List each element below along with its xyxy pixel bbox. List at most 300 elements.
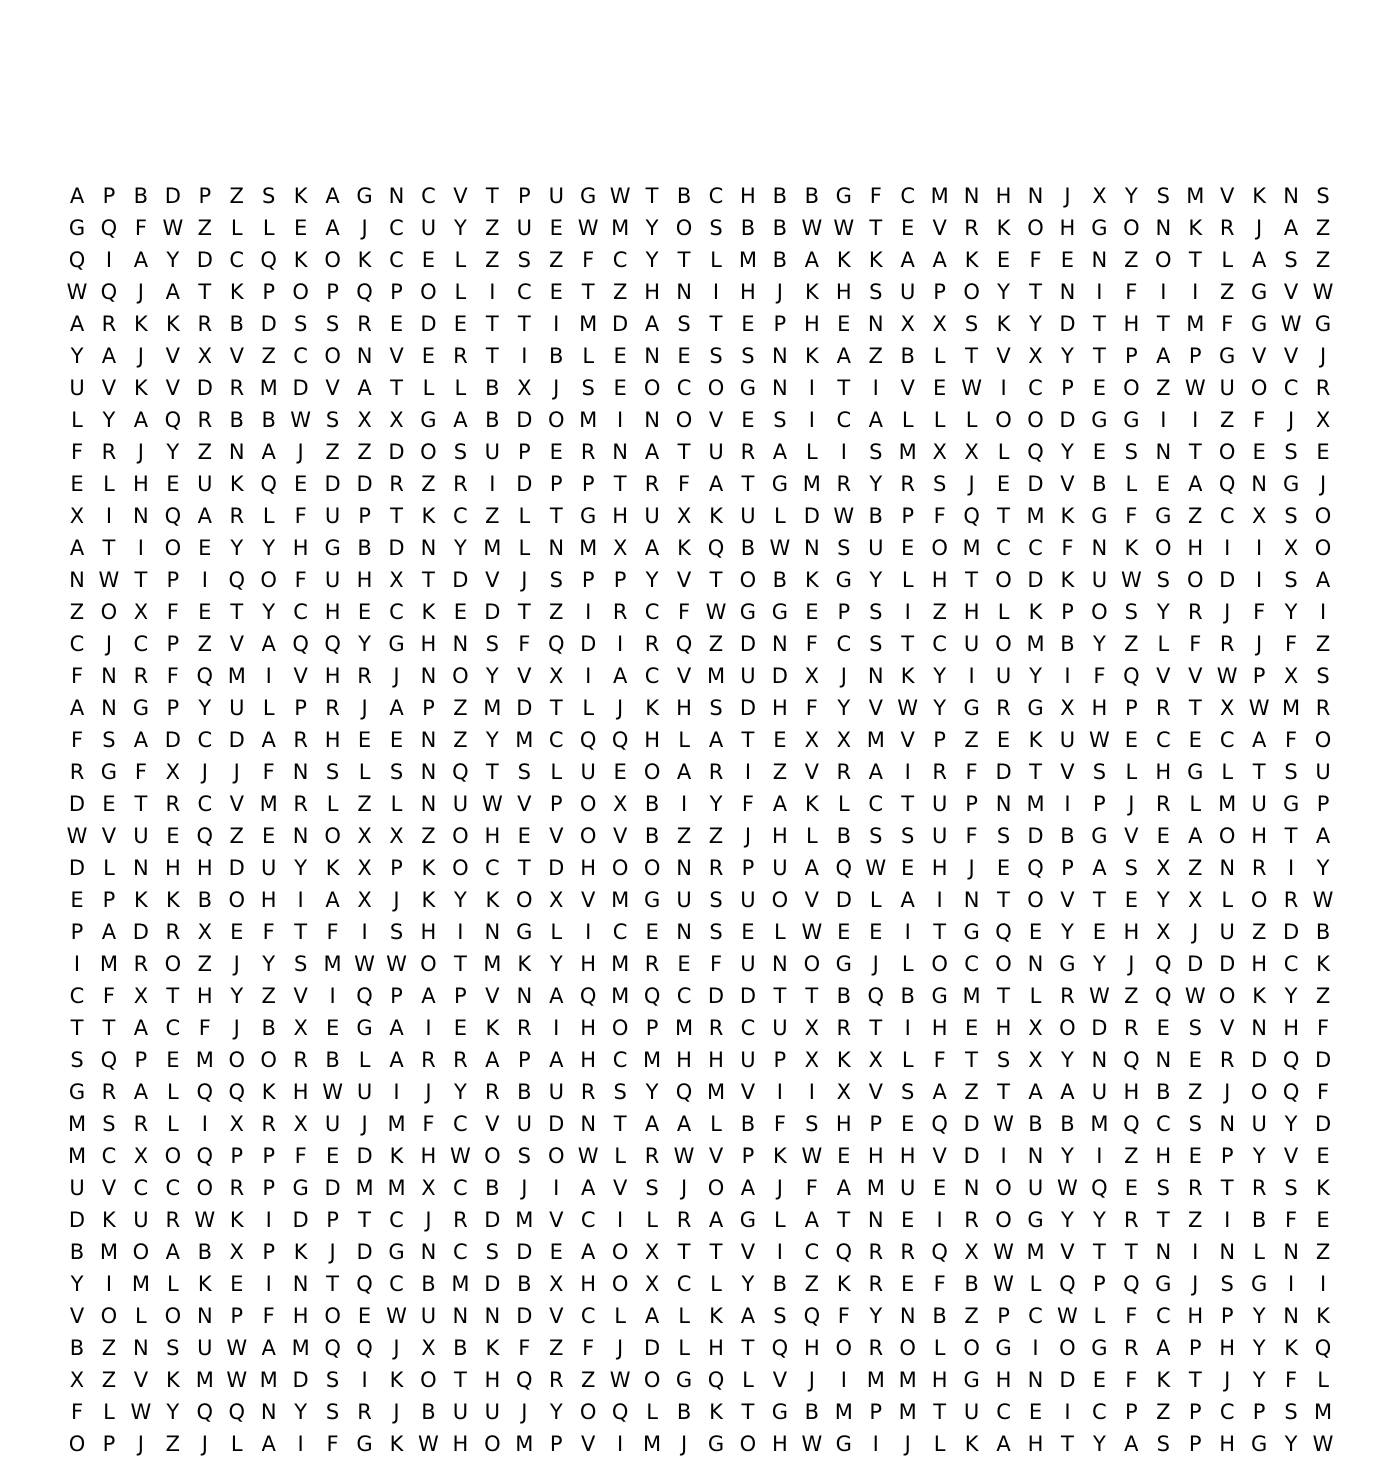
letter-cell[interactable]: I (265, 1272, 272, 1296)
letter-cell[interactable]: D (1314, 1112, 1332, 1136)
letter-cell[interactable]: M (579, 536, 598, 560)
letter-cell[interactable]: E (389, 312, 404, 336)
letter-cell[interactable]: K (197, 1272, 212, 1296)
letter-cell[interactable]: Q (931, 1240, 948, 1264)
letter-cell[interactable]: T (901, 632, 915, 656)
letter-cell[interactable]: I (489, 280, 496, 304)
letter-cell[interactable]: K (421, 504, 436, 528)
letter-cell[interactable]: V (293, 984, 308, 1008)
letter-cell[interactable]: E (70, 888, 84, 912)
letter-cell[interactable]: J (521, 1400, 528, 1424)
letter-cell[interactable]: Q (1314, 1336, 1332, 1360)
letter-cell[interactable]: L (262, 216, 275, 240)
letter-cell[interactable]: C (1028, 376, 1043, 400)
letter-cell[interactable]: M (611, 984, 630, 1008)
letter-cell[interactable]: X (389, 568, 404, 592)
letter-cell[interactable]: Z (1315, 1240, 1331, 1264)
letter-cell[interactable]: N (228, 440, 245, 464)
letter-cell[interactable]: S (709, 344, 723, 368)
letter-cell[interactable]: V (517, 792, 532, 816)
letter-cell[interactable]: W (386, 1304, 407, 1328)
letter-cell[interactable]: K (677, 536, 691, 560)
letter-cell[interactable]: M (195, 1368, 214, 1392)
letter-cell[interactable]: B (740, 216, 756, 240)
letter-cell[interactable]: O (739, 568, 757, 592)
letter-cell[interactable]: T (581, 280, 595, 304)
letter-cell[interactable]: M (99, 1240, 118, 1264)
letter-cell[interactable]: Z (1251, 920, 1267, 944)
letter-cell[interactable]: J (233, 760, 240, 784)
letter-cell[interactable]: M (483, 952, 502, 976)
letter-cell[interactable]: C (996, 1400, 1011, 1424)
letter-cell[interactable]: P (901, 504, 915, 528)
letter-cell[interactable]: Y (358, 632, 371, 656)
letter-cell[interactable]: P (869, 1112, 883, 1136)
letter-cell[interactable]: E (166, 472, 180, 496)
letter-cell[interactable]: A (133, 728, 149, 752)
letter-cell[interactable]: R (485, 1080, 500, 1104)
letter-cell[interactable]: P (549, 472, 563, 496)
letter-cell[interactable]: D (516, 472, 533, 496)
letter-cell[interactable]: X (932, 312, 947, 336)
letter-cell[interactable]: V (165, 344, 181, 368)
letter-cell[interactable]: F (1253, 408, 1266, 432)
letter-cell[interactable]: I (1287, 1272, 1295, 1296)
letter-cell[interactable]: B (229, 312, 244, 336)
letter-cell[interactable]: T (677, 1240, 691, 1264)
letter-cell[interactable]: K (1284, 1336, 1298, 1360)
letter-cell[interactable]: A (804, 1208, 820, 1232)
letter-cell[interactable]: T (677, 440, 691, 464)
letter-cell[interactable]: V (1283, 280, 1299, 304)
letter-cell[interactable]: O (228, 888, 246, 912)
letter-cell[interactable]: A (932, 1080, 947, 1104)
letter-cell[interactable]: Q (196, 1144, 214, 1168)
letter-cell[interactable]: L (166, 1112, 179, 1136)
letter-cell[interactable]: Q (260, 472, 277, 496)
letter-cell[interactable]: H (1059, 216, 1076, 240)
letter-cell[interactable]: R (644, 472, 660, 496)
letter-cell[interactable]: K (836, 1048, 851, 1072)
letter-cell[interactable]: S (1220, 1272, 1234, 1296)
letter-cell[interactable]: E (453, 600, 468, 624)
letter-cell[interactable]: S (996, 1048, 1011, 1072)
letter-cell[interactable]: T (1156, 312, 1170, 336)
letter-cell[interactable]: O (324, 248, 341, 272)
letter-cell[interactable]: W (1312, 280, 1334, 304)
letter-cell[interactable]: T (1092, 888, 1106, 912)
letter-cell[interactable]: O (516, 888, 533, 912)
letter-cell[interactable]: L (710, 1272, 722, 1296)
letter-cell[interactable]: D (68, 1208, 86, 1232)
letter-cell[interactable]: J (1319, 472, 1327, 496)
letter-cell[interactable]: I (1160, 408, 1167, 432)
letter-cell[interactable]: M (1026, 632, 1045, 656)
letter-cell[interactable]: X (1028, 1048, 1043, 1072)
letter-cell[interactable]: S (709, 696, 723, 720)
letter-cell[interactable]: U (133, 824, 149, 848)
letter-cell[interactable]: D (580, 632, 597, 656)
letter-cell[interactable]: V (932, 1144, 947, 1168)
letter-cell[interactable]: Q (100, 280, 118, 304)
letter-cell[interactable]: Z (421, 472, 436, 496)
letter-cell[interactable]: M (866, 1368, 885, 1392)
letter-cell[interactable]: T (709, 1240, 723, 1264)
letter-cell[interactable]: R (1315, 696, 1331, 720)
letter-cell[interactable]: Y (1124, 184, 1138, 208)
letter-cell[interactable]: K (804, 568, 819, 592)
letter-cell[interactable]: G (1091, 1336, 1108, 1360)
letter-cell[interactable]: I (744, 760, 752, 784)
letter-cell[interactable]: F (678, 472, 691, 496)
letter-cell[interactable]: K (102, 1208, 116, 1232)
letter-cell[interactable]: V (1060, 1240, 1075, 1264)
letter-cell[interactable]: O (420, 280, 437, 304)
letter-cell[interactable]: M (451, 1272, 470, 1296)
letter-cell[interactable]: H (1187, 536, 1204, 560)
letter-cell[interactable]: V (101, 376, 117, 400)
letter-cell[interactable]: J (1287, 408, 1295, 432)
letter-cell[interactable]: H (1123, 312, 1140, 336)
letter-cell[interactable]: C (644, 664, 660, 688)
letter-cell[interactable]: C (165, 1016, 181, 1040)
letter-cell[interactable]: A (389, 1016, 404, 1040)
letter-cell[interactable]: I (680, 792, 688, 816)
letter-cell[interactable]: X (293, 1112, 308, 1136)
letter-cell[interactable]: L (742, 1368, 754, 1392)
letter-cell[interactable]: F (1061, 536, 1074, 560)
letter-cell[interactable]: X (836, 1080, 851, 1104)
letter-cell[interactable]: G (356, 1016, 373, 1040)
letter-cell[interactable]: D (292, 376, 309, 400)
letter-cell[interactable]: K (165, 312, 180, 336)
letter-cell[interactable]: M (1026, 792, 1045, 816)
letter-cell[interactable]: K (1252, 984, 1267, 1008)
letter-cell[interactable]: R (580, 440, 596, 464)
letter-cell[interactable]: S (1316, 184, 1330, 208)
letter-cell[interactable]: R (389, 472, 404, 496)
letter-cell[interactable]: J (1224, 600, 1231, 624)
letter-cell[interactable]: I (201, 1112, 208, 1136)
letter-cell[interactable]: L (1221, 760, 1234, 784)
letter-cell[interactable]: F (326, 920, 339, 944)
letter-cell[interactable]: U (484, 1400, 501, 1424)
letter-cell[interactable]: D (516, 696, 533, 720)
letter-cell[interactable]: B (229, 408, 244, 432)
letter-cell[interactable]: C (1155, 1112, 1171, 1136)
letter-cell[interactable]: T (134, 568, 148, 592)
letter-cell[interactable]: P (1093, 1272, 1106, 1296)
letter-cell[interactable]: L (901, 408, 914, 432)
letter-cell[interactable]: Y (1252, 1144, 1266, 1168)
letter-cell[interactable]: L (518, 504, 531, 528)
letter-cell[interactable]: M (355, 1176, 374, 1200)
letter-cell[interactable]: D (388, 440, 405, 464)
letter-cell[interactable]: W (98, 568, 120, 592)
letter-cell[interactable]: E (1060, 248, 1075, 272)
letter-cell[interactable]: N (452, 1304, 469, 1328)
letter-cell[interactable]: X (69, 504, 85, 528)
letter-cell[interactable]: H (580, 952, 597, 976)
letter-cell[interactable]: I (425, 1016, 432, 1040)
letter-cell[interactable]: L (933, 344, 946, 368)
letter-cell[interactable]: B (740, 1112, 756, 1136)
letter-cell[interactable]: T (485, 312, 499, 336)
letter-cell[interactable]: S (1156, 1432, 1170, 1456)
letter-cell[interactable]: P (549, 792, 563, 816)
letter-cell[interactable]: O (579, 792, 597, 816)
letter-cell[interactable]: H (771, 696, 788, 720)
letter-cell[interactable]: G (1251, 312, 1268, 336)
letter-cell[interactable]: Y (645, 248, 659, 272)
letter-cell[interactable]: V (740, 1240, 756, 1264)
letter-cell[interactable]: F (1317, 1080, 1330, 1104)
letter-cell[interactable]: T (134, 792, 148, 816)
letter-cell[interactable]: J (1256, 632, 1263, 656)
letter-cell[interactable]: X (804, 728, 820, 752)
letter-cell[interactable]: W (801, 216, 823, 240)
letter-cell[interactable]: E (1316, 1144, 1330, 1168)
letter-cell[interactable]: K (1316, 1304, 1330, 1328)
letter-cell[interactable]: G (963, 920, 980, 944)
letter-cell[interactable]: T (1029, 280, 1042, 304)
letter-cell[interactable]: D (548, 1112, 565, 1136)
letter-cell[interactable]: K (1316, 952, 1330, 976)
letter-cell[interactable]: M (674, 1016, 694, 1040)
letter-cell[interactable]: O (803, 952, 821, 976)
letter-cell[interactable]: M (227, 664, 246, 688)
letter-cell[interactable]: Q (260, 248, 277, 272)
letter-cell[interactable]: C (101, 1144, 117, 1168)
letter-cell[interactable]: C (1219, 1400, 1235, 1424)
letter-cell[interactable]: Z (261, 344, 276, 368)
letter-cell[interactable]: L (1029, 984, 1042, 1008)
letter-cell[interactable]: F (582, 1336, 595, 1360)
letter-cell[interactable]: K (1028, 728, 1043, 752)
letter-cell[interactable]: A (581, 1176, 596, 1200)
letter-cell[interactable]: O (1155, 248, 1172, 272)
letter-cell[interactable]: N (1219, 856, 1236, 880)
letter-cell[interactable]: Y (1316, 856, 1330, 880)
letter-cell[interactable]: N (1091, 248, 1108, 272)
letter-cell[interactable]: V (804, 760, 820, 784)
letter-cell[interactable]: O (452, 856, 469, 880)
letter-cell[interactable]: E (357, 600, 372, 624)
letter-cell[interactable]: I (1224, 536, 1231, 560)
letter-cell[interactable]: N (772, 632, 788, 656)
letter-cell[interactable]: X (804, 664, 820, 688)
letter-cell[interactable]: N (1059, 280, 1076, 304)
letter-cell[interactable]: O (1250, 888, 1268, 912)
letter-cell[interactable]: C (868, 792, 884, 816)
letter-cell[interactable]: T (901, 792, 915, 816)
letter-cell[interactable]: X (421, 1176, 436, 1200)
letter-cell[interactable]: D (1251, 1048, 1268, 1072)
letter-cell[interactable]: K (485, 888, 500, 912)
letter-cell[interactable]: P (517, 440, 531, 464)
letter-cell[interactable]: T (485, 344, 499, 368)
letter-cell[interactable]: Z (197, 440, 212, 464)
letter-cell[interactable]: E (421, 344, 436, 368)
letter-cell[interactable]: Q (1155, 952, 1172, 976)
letter-cell[interactable]: R (676, 1208, 692, 1232)
letter-cell[interactable]: J (1192, 920, 1199, 944)
letter-cell[interactable]: Y (645, 568, 659, 592)
letter-cell[interactable]: K (996, 216, 1011, 240)
letter-cell[interactable]: G (1091, 216, 1108, 240)
letter-cell[interactable]: P (837, 600, 851, 624)
letter-cell[interactable]: B (772, 216, 788, 240)
letter-cell[interactable]: M (515, 1208, 534, 1232)
letter-cell[interactable]: W (1184, 376, 1206, 400)
letter-cell[interactable]: H (1091, 696, 1108, 720)
letter-cell[interactable]: Y (1252, 1304, 1266, 1328)
letter-cell[interactable]: P (390, 856, 403, 880)
letter-cell[interactable]: K (293, 248, 308, 272)
letter-cell[interactable]: I (776, 1240, 783, 1264)
letter-cell[interactable]: W (673, 1144, 695, 1168)
letter-cell[interactable]: O (1059, 1336, 1076, 1360)
letter-cell[interactable]: J (968, 856, 975, 880)
letter-cell[interactable]: O (484, 1432, 501, 1456)
letter-cell[interactable]: Q (1123, 664, 1140, 688)
letter-cell[interactable]: I (776, 1080, 783, 1104)
letter-cell[interactable]: A (165, 1240, 181, 1264)
letter-cell[interactable]: G (1091, 504, 1108, 528)
letter-cell[interactable]: U (740, 952, 756, 976)
letter-cell[interactable]: M (898, 1368, 917, 1392)
letter-cell[interactable]: A (1315, 824, 1331, 848)
letter-cell[interactable]: F (1125, 280, 1138, 304)
letter-cell[interactable]: E (773, 728, 787, 752)
letter-cell[interactable]: S (1284, 568, 1298, 592)
letter-cell[interactable]: I (1000, 376, 1007, 400)
letter-cell[interactable]: C (1283, 952, 1299, 976)
letter-cell[interactable]: K (836, 248, 851, 272)
letter-cell[interactable]: P (741, 856, 755, 880)
letter-cell[interactable]: H (708, 1336, 724, 1360)
letter-cell[interactable]: L (678, 728, 690, 752)
letter-cell[interactable]: O (1027, 408, 1044, 432)
letter-cell[interactable]: Y (1284, 600, 1298, 624)
letter-cell[interactable]: N (420, 728, 437, 752)
letter-cell[interactable]: P (166, 632, 180, 656)
letter-cell[interactable]: P (262, 1240, 276, 1264)
letter-cell[interactable]: E (964, 1016, 979, 1040)
letter-cell[interactable]: U (229, 696, 245, 720)
letter-cell[interactable]: C (133, 1176, 149, 1200)
letter-cell[interactable]: D (452, 568, 469, 592)
letter-cell[interactable]: U (1219, 920, 1235, 944)
letter-cell[interactable]: C (293, 600, 308, 624)
letter-cell[interactable]: N (1219, 1112, 1236, 1136)
letter-cell[interactable]: Z (229, 824, 244, 848)
letter-cell[interactable]: A (644, 1112, 660, 1136)
letter-cell[interactable]: H (771, 1432, 788, 1456)
letter-cell[interactable]: Z (325, 440, 340, 464)
letter-cell[interactable]: B (868, 504, 883, 528)
letter-cell[interactable]: S (485, 632, 500, 656)
letter-cell[interactable]: Z (1188, 856, 1203, 880)
letter-cell[interactable]: Z (1124, 984, 1139, 1008)
letter-cell[interactable]: R (165, 792, 181, 816)
letter-cell[interactable]: M (259, 792, 278, 816)
letter-cell[interactable]: K (1028, 600, 1043, 624)
letter-cell[interactable]: N (101, 664, 117, 688)
letter-cell[interactable]: P (294, 696, 307, 720)
letter-cell[interactable]: G (963, 696, 980, 720)
letter-cell[interactable]: K (1124, 536, 1139, 560)
letter-cell[interactable]: R (1219, 632, 1235, 656)
letter-cell[interactable]: W (801, 920, 823, 944)
letter-cell[interactable]: F (70, 440, 84, 464)
letter-cell[interactable]: K (1156, 1368, 1171, 1392)
letter-cell[interactable]: J (1128, 952, 1135, 976)
letter-cell[interactable]: B (1060, 1112, 1075, 1136)
letter-cell[interactable]: K (645, 696, 659, 720)
letter-cell[interactable]: H (420, 632, 437, 656)
letter-cell[interactable]: P (1252, 664, 1266, 688)
letter-cell[interactable]: C (612, 248, 628, 272)
letter-cell[interactable]: U (644, 504, 660, 528)
letter-cell[interactable]: V (1188, 664, 1203, 688)
letter-cell[interactable]: J (393, 1336, 400, 1360)
letter-cell[interactable]: F (933, 504, 946, 528)
letter-cell[interactable]: V (165, 376, 181, 400)
letter-cell[interactable]: E (1188, 1048, 1202, 1072)
letter-cell[interactable]: U (708, 440, 724, 464)
letter-cell[interactable]: Y (1061, 1208, 1074, 1232)
letter-cell[interactable]: S (517, 248, 531, 272)
letter-cell[interactable]: A (708, 1208, 724, 1232)
letter-cell[interactable]: U (963, 632, 980, 656)
letter-cell[interactable]: K (709, 504, 723, 528)
letter-cell[interactable]: W (481, 792, 503, 816)
letter-cell[interactable]: I (617, 632, 624, 656)
letter-cell[interactable]: T (805, 984, 819, 1008)
letter-cell[interactable]: Z (549, 600, 564, 624)
letter-cell[interactable]: R (996, 696, 1011, 720)
letter-cell[interactable]: K (389, 1432, 404, 1456)
letter-cell[interactable]: T (677, 248, 691, 272)
letter-cell[interactable]: L (997, 440, 1010, 464)
letter-cell[interactable]: C (900, 184, 916, 208)
letter-cell[interactable]: R (1124, 1336, 1139, 1360)
letter-cell[interactable]: O (643, 1368, 661, 1392)
letter-cell[interactable]: T (869, 216, 883, 240)
letter-cell[interactable]: T (965, 1048, 978, 1072)
letter-cell[interactable]: Q (356, 984, 373, 1008)
letter-cell[interactable]: F (678, 600, 691, 624)
letter-cell[interactable]: P (230, 1304, 244, 1328)
letter-cell[interactable]: M (483, 536, 502, 560)
letter-cell[interactable]: J (361, 1112, 368, 1136)
letter-cell[interactable]: O (579, 824, 597, 848)
letter-cell[interactable]: H (740, 184, 756, 208)
letter-cell[interactable]: M (834, 1400, 853, 1424)
letter-cell[interactable]: R (101, 312, 117, 336)
letter-cell[interactable]: A (165, 280, 181, 304)
letter-cell[interactable]: Y (1092, 1208, 1106, 1232)
letter-cell[interactable]: R (197, 408, 213, 432)
letter-cell[interactable]: A (453, 408, 468, 432)
letter-cell[interactable]: B (1315, 920, 1331, 944)
letter-cell[interactable]: W (418, 1432, 439, 1456)
letter-cell[interactable]: M (1282, 696, 1301, 720)
letter-cell[interactable]: W (322, 1080, 343, 1104)
letter-cell[interactable]: S (1188, 1016, 1202, 1040)
letter-cell[interactable]: Y (869, 1304, 883, 1328)
